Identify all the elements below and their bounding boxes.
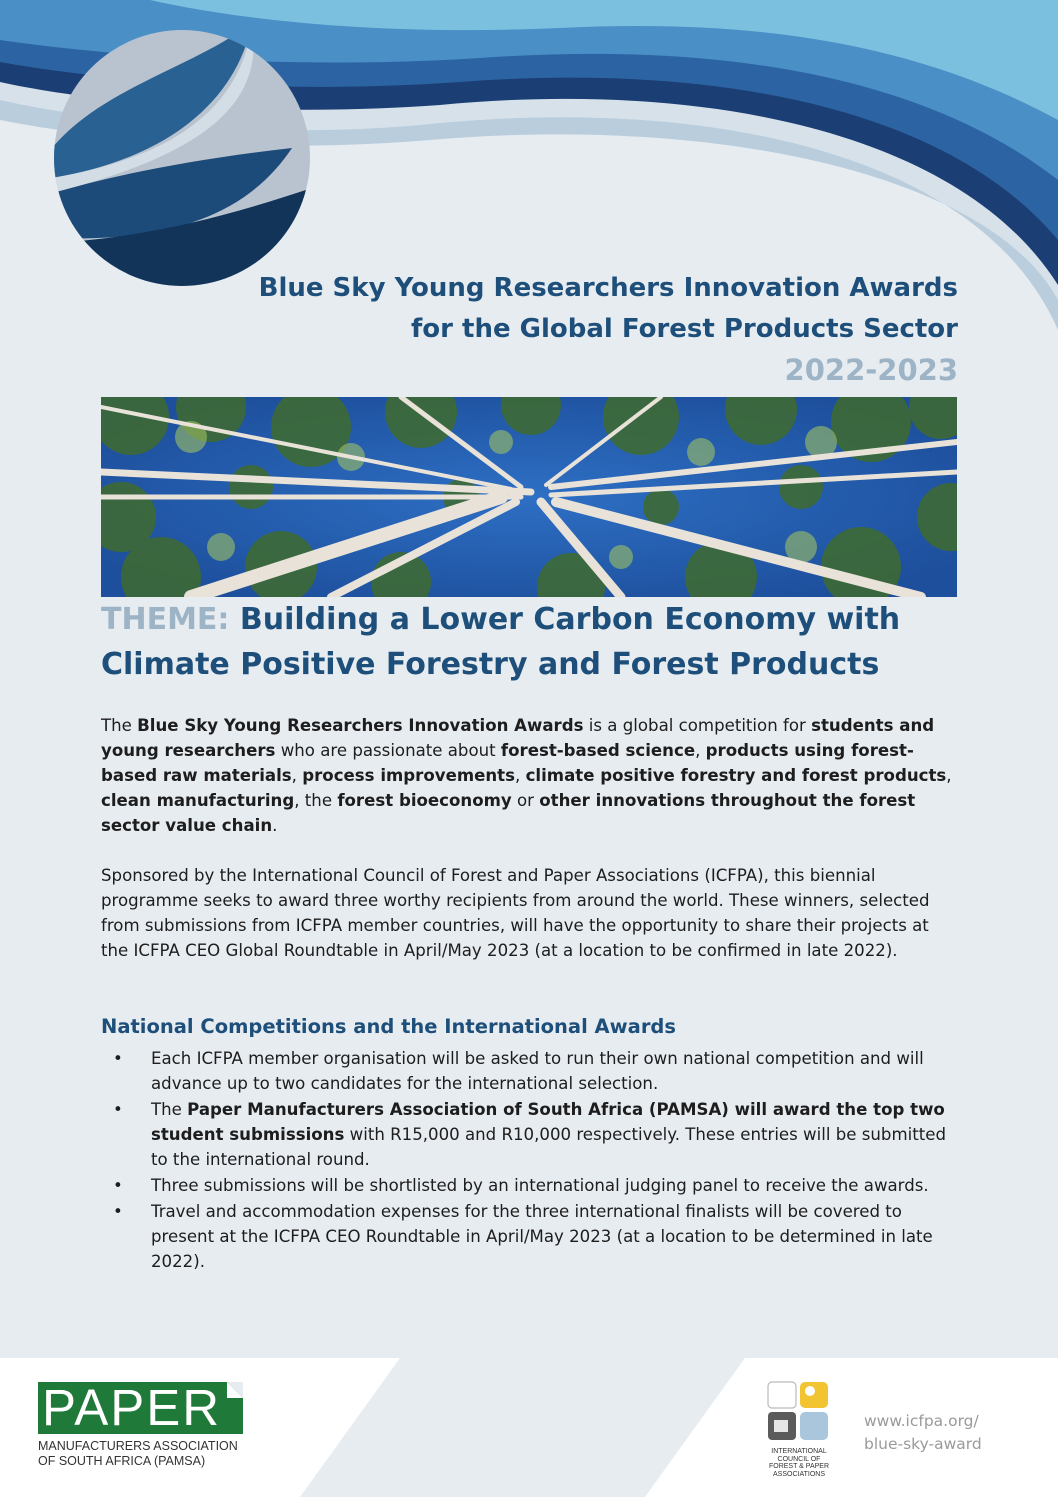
intro-bold: climate positive forestry and forest products <box>525 766 947 785</box>
pamsa-logo <box>38 1379 243 1469</box>
pamsa-logo-subtitle <box>38 1439 243 1469</box>
list-item <box>101 1046 961 1096</box>
list-item-text: Each ICFPA member organisation will be asked to run their own national competition and will advance up to two candidates for the international selection. <box>151 1049 924 1093</box>
list-item <box>101 1199 961 1274</box>
intro-text: who are passionate about <box>275 741 501 760</box>
intro-text: . <box>272 816 278 835</box>
intro-bold: clean manufacturing <box>101 791 295 810</box>
icfpa-line-1: INTERNATIONAL <box>771 1448 827 1455</box>
intro-bold: products using forest-based raw materials <box>101 741 914 785</box>
intro-text: or <box>511 791 540 810</box>
icfpa-line-3: FOREST & PAPER <box>768 1463 830 1470</box>
intro-bold: forest-based science <box>500 741 696 760</box>
intro-bold: process improvements <box>302 766 515 785</box>
list-item-text: Three submissions will be shortlisted by an international judging panel to receive the awards. <box>151 1176 929 1195</box>
url-line-1[interactable]: www.icfpa.org/ <box>864 1412 979 1430</box>
bullet-icon: • <box>113 1176 123 1195</box>
pamsa-line-2: OF SOUTH AFRICA (PAMSA) <box>38 1454 206 1468</box>
title-line-2: for the Global Forest Products Sector <box>410 314 958 344</box>
intro-bold: Blue Sky Young Researchers Innovation Awards <box>137 716 584 735</box>
list-item-text: The <box>151 1100 188 1119</box>
list-item-text: with R15,000 and R10,000 respectively. These entries will be submitted to the international round. <box>151 1125 946 1169</box>
icfpa-line-4: ASSOCIATIONS <box>773 1470 825 1478</box>
theme-line-1: Building a Lower Carbon Economy with <box>239 602 901 637</box>
intro-text: , <box>946 766 952 785</box>
theme-label: THEME: <box>101 602 230 637</box>
pamsa-logo-box <box>38 1379 243 1436</box>
list-item <box>101 1097 961 1172</box>
awards-bullet-list <box>101 1046 961 1275</box>
title-years: 2022-2023 <box>784 353 958 387</box>
page-corner-icon <box>227 1382 243 1398</box>
intro-paragraph <box>101 713 961 838</box>
sponsor-paragraph: Sponsored by the International Council of Forest and Paper Associations (ICFPA), this biennial programme seeks to award three worthy recipients from around the world. These winners, selected from submissions from ICFPA member countries, will have the opportunity to share their projects at the ICFPA CEO Global Roundtable in April/May 2023 (at a location to be confirmed in late 2022). <box>101 866 930 960</box>
url-line-2[interactable]: blue-sky-award <box>864 1435 982 1453</box>
list-item-bold: Paper Manufacturers Association of South Africa (PAMSA) will award the top two student submissions <box>151 1100 945 1144</box>
intro-bold: forest bioeconomy <box>337 791 512 810</box>
intro-text: , the <box>294 791 338 810</box>
intro-bold: students and young researchers <box>101 716 935 760</box>
intro-text: , <box>695 741 706 760</box>
theme-heading <box>101 597 971 687</box>
leaf-logo-icon <box>52 28 312 288</box>
bullet-icon: • <box>113 1100 123 1119</box>
footer-url[interactable] <box>864 1410 982 1456</box>
icfpa-logo-icon <box>764 1380 834 1442</box>
icfpa-logo <box>764 1380 834 1478</box>
pamsa-logo-word: PAPER <box>42 1379 222 1436</box>
intro-text: is a global competition for <box>583 716 812 735</box>
intro-text: , <box>291 766 303 785</box>
title-line-1: Blue Sky Young Researchers Innovation Awards <box>258 273 958 303</box>
icfpa-line-2: COUNCIL OF <box>777 1455 821 1463</box>
bullet-icon: • <box>113 1049 123 1068</box>
intro-bold: other innovations throughout the forest sector value chain <box>101 791 916 835</box>
section-heading: National Competitions and the International Awards <box>101 1015 677 1038</box>
list-item <box>101 1173 961 1198</box>
tree-canopy-photo <box>101 397 957 597</box>
pamsa-line-1: MANUFACTURERS ASSOCIATION <box>38 1439 238 1453</box>
list-item-text: Travel and accommodation expenses for the three international finalists will be covered to present at the ICFPA CEO Roundtable in April/May 2023 (at a location to be determined in late 2022). <box>151 1202 933 1271</box>
icfpa-logo-text <box>764 1448 834 1478</box>
theme-line-2: Climate Positive Forestry and Forest Products <box>101 647 880 682</box>
intro-text: The <box>101 716 138 735</box>
intro-text: , <box>515 766 526 785</box>
document-title <box>259 268 958 391</box>
bullet-icon: • <box>113 1202 123 1221</box>
